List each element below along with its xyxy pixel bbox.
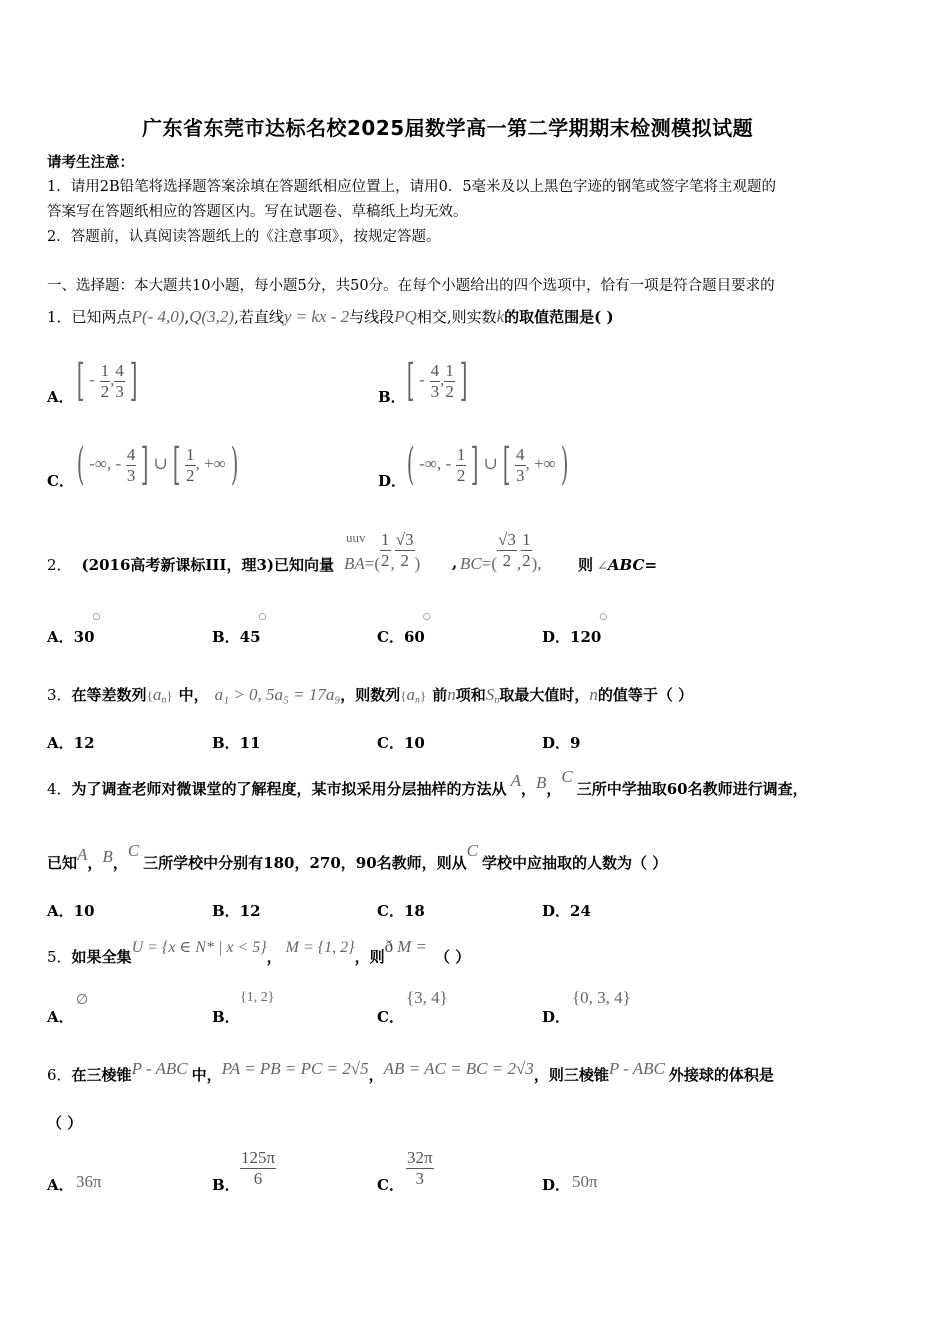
q5-option-b-value: {1, 2} xyxy=(240,990,275,1005)
question-1 xyxy=(47,306,614,327)
q6-option-c-value: $\frac{32\pi}{3}$ xyxy=(407,1148,433,1188)
q5-option-c-label: C． xyxy=(377,1008,404,1026)
q6-option-d-label: D． xyxy=(542,1176,571,1194)
q3-text-1: 在等差数列 xyxy=(71,686,147,704)
q5-set-m: M = {1, 2} xyxy=(285,939,355,956)
q6-text-1: 在三棱锥 xyxy=(71,1066,132,1084)
question-6: 6．在三棱锥P - ABC 中，PA = PB = PC = 2√5，AB = AC = BC = 2√3，则三棱锥P - ABC 外接球的体积是 xyxy=(47,1059,774,1084)
q6-option-d-value: 50π xyxy=(572,1172,598,1191)
q3-text-7: 的值等于（ ） xyxy=(597,686,694,704)
notice-heading: 请考生注意： xyxy=(47,154,134,171)
q6-option-a-label: A． xyxy=(47,1176,74,1194)
q1-text-4: 相交,则实数 xyxy=(416,308,497,326)
notice-line-2: 2．答题前，认真阅读答题纸上的《注意事项》，按规定答题。 xyxy=(47,229,441,245)
section-heading: 一、选择题：本大题共10小题，每小题5分，共50分。在每个小题给出的四个选项中，恰有一项是符合题目要求的 xyxy=(47,278,775,294)
q3-option-a: A．12 xyxy=(47,734,95,752)
q1-option-a-label: A． xyxy=(47,388,74,406)
page-title: 广东省东莞市达标名校2025届数学高一第二学期期末检测模拟试题 xyxy=(142,116,754,140)
q1-option-c-math: ( -∞, - $\frac{4}{3}$ ] ∪ [ $\frac{1}{2}$ , +∞ ) xyxy=(76,439,239,490)
q2-option-c: C．60○ xyxy=(377,612,431,646)
notice-line-1a: 1．请用2B铅笔将选择题答案涂填在答题纸相应位置上，请用0．5毫米及以上黑色字迹的钢笔或签字笔将主观题的 xyxy=(47,179,777,195)
q1-option-b-math: [ - $\frac{4}{3}$ , $\frac{1}{2}$ ] xyxy=(406,355,468,406)
q2-vector-bc: BC=( $\frac{√3}{2}$ , $\frac{1}{2}$ ), xyxy=(460,530,542,573)
notice-line-1b: 答案写在答题纸相应的答题区内。写在试题卷、草稿纸上均无效。 xyxy=(47,204,468,220)
question-4-line-2: 已知A，B，C三所学校中分别有180，270，90名教师，则从C学校中应抽取的人数为（ ） xyxy=(47,841,668,872)
q2-text-2: 则 ∠ABC= xyxy=(578,556,658,574)
q3-option-d: D．9 xyxy=(542,734,581,752)
q5-text-1: 如果全集 xyxy=(71,948,132,966)
q5-complement-m: M = xyxy=(397,937,427,956)
q6-paren: （ ） xyxy=(47,1114,83,1132)
q3-text-4: 前 xyxy=(432,686,448,704)
question-3: 3．在等差数列$\{a_n\}$ 中， a₁ > 0, 5a₅ = 17a₉，则数列$\{a_n\}$ 前n项和$S_n$取最大值时，n的值等于（ ） xyxy=(47,685,694,706)
q5-complement: ð xyxy=(384,937,394,956)
q1-comma: , xyxy=(184,308,190,326)
q5-option-d-label: D． xyxy=(542,1008,571,1026)
q2-option-d: D．120○ xyxy=(542,612,608,646)
q2-option-b: B．45○ xyxy=(212,612,267,646)
q1-point-q: Q(3,2) xyxy=(189,307,235,326)
q5-text-3: （ ） xyxy=(434,948,471,966)
q3-text-6: 取最大值时， xyxy=(499,686,590,704)
q6-text-2: 中， xyxy=(191,1066,222,1084)
q2-option-a: A．30○ xyxy=(47,612,101,646)
question-2 xyxy=(47,554,334,575)
q3-text-5: 项和 xyxy=(455,686,486,704)
q6-condition-2: AB = AC = BC = 2√3 xyxy=(383,1059,534,1078)
q1-k: k xyxy=(496,307,505,326)
q5-text-2: ，则 xyxy=(354,948,385,966)
q6-option-a-value: 36π xyxy=(76,1172,102,1191)
q3-condition: a₁ > 0, 5a₅ = 17a₉ xyxy=(214,685,341,704)
q6-option-c-label: C． xyxy=(377,1176,404,1194)
q4-text-4: 三所学校中分别有180，270，90名教师，则从 xyxy=(143,854,467,872)
q1-number: 1． xyxy=(47,308,72,326)
q4-option-d: D．24 xyxy=(542,902,591,920)
q4-text-5: 学校中应抽取的人数为（ ） xyxy=(482,854,668,872)
q5-option-a-value: ∅ xyxy=(76,993,89,1008)
q4-number: 4． xyxy=(47,780,72,798)
q5-number: 5． xyxy=(47,948,72,966)
q6-number: 6． xyxy=(47,1066,72,1084)
q1-option-a-math: [ - $\frac{1}{2}$ , $\frac{4}{3}$ ] xyxy=(76,355,138,406)
q3-sum: S xyxy=(485,685,495,704)
q2-number: 2． xyxy=(47,556,72,574)
q4-text-1: 为了调查老师对微课堂的了解程度，某市拟采用分层抽样的方法从 xyxy=(71,780,507,798)
q4-text-3: 已知 xyxy=(47,854,78,872)
q3-n: n xyxy=(447,685,456,704)
q4-text-2: 三所中学抽取60名教师进行调查， xyxy=(576,780,808,798)
q1-option-d-label: D． xyxy=(378,472,407,490)
q2-vector-ba: BA=( $\frac{1}{2}$ , $\frac{√3}{2}$ ) xyxy=(344,530,421,573)
q3-text-2: 中， xyxy=(178,686,209,704)
q1-line-eq: y = kx - 2 xyxy=(283,307,350,326)
question-5: 5．如果全集U = {x ∈ N* | x < 5}，M = {1, 2}，则ð M =（ ） xyxy=(47,937,471,966)
q6-condition-1: PA = PB = PC = 2√5 xyxy=(221,1059,369,1078)
q6-text-3: ，则三棱锥 xyxy=(533,1066,609,1084)
q5-universal-set: U = {x ∈ N* | x < 5} xyxy=(131,939,267,956)
q6-pyramid: P - ABC xyxy=(131,1059,188,1078)
q4-option-c: C．18 xyxy=(377,902,425,920)
q1-point-p: P(- 4,0) xyxy=(131,307,185,326)
q4-option-a: A．10 xyxy=(47,902,95,920)
q5-option-c-value: {3, 4} xyxy=(406,988,448,1007)
q1-text-5: 的取值范围是( ) xyxy=(504,308,614,326)
q5-option-a-label: A． xyxy=(47,1008,74,1026)
q3-text-3: ，则数列 xyxy=(340,686,401,704)
q3-option-c: C．10 xyxy=(377,734,425,752)
q6-text-4: 外接球的体积是 xyxy=(668,1066,774,1084)
q2-angle: ABC= xyxy=(607,556,658,574)
q2-text-1: (2016高考新课标III，理3)已知向量 xyxy=(81,556,334,574)
q5-option-d-value: {0, 3, 4} xyxy=(572,988,631,1007)
question-4-line-1: 4．为了调查老师对微课堂的了解程度，某市拟采用分层抽样的方法从 A，B，C三所中学抽取60名教师进行调查， xyxy=(47,767,808,798)
q3-option-b: B．11 xyxy=(212,734,261,752)
q3-number: 3． xyxy=(47,686,72,704)
q1-text-1: 已知两点 xyxy=(71,308,132,326)
q1-segment: PQ xyxy=(394,307,417,326)
q5-option-b-label: B． xyxy=(212,1008,240,1026)
q2-comma: , xyxy=(452,554,458,572)
q3-sequence: a xyxy=(152,685,162,704)
q1-option-b-label: B． xyxy=(378,388,406,406)
q1-option-c-label: C． xyxy=(47,472,74,490)
q4-option-b: B．12 xyxy=(212,902,261,920)
q1-option-d-math: ( -∞, - $\frac{1}{2}$ ] ∪ [ $\frac{4}{3}$ , +∞ ) xyxy=(406,439,569,490)
q1-text-2: ,若直线 xyxy=(234,308,284,326)
q1-text-3: 与线段 xyxy=(349,308,395,326)
q2-vector-arrow: uuv xyxy=(346,530,366,545)
q6-option-b-value: $\frac{125\pi}{6}$ xyxy=(241,1148,276,1188)
q6-option-b-label: B． xyxy=(212,1176,240,1194)
